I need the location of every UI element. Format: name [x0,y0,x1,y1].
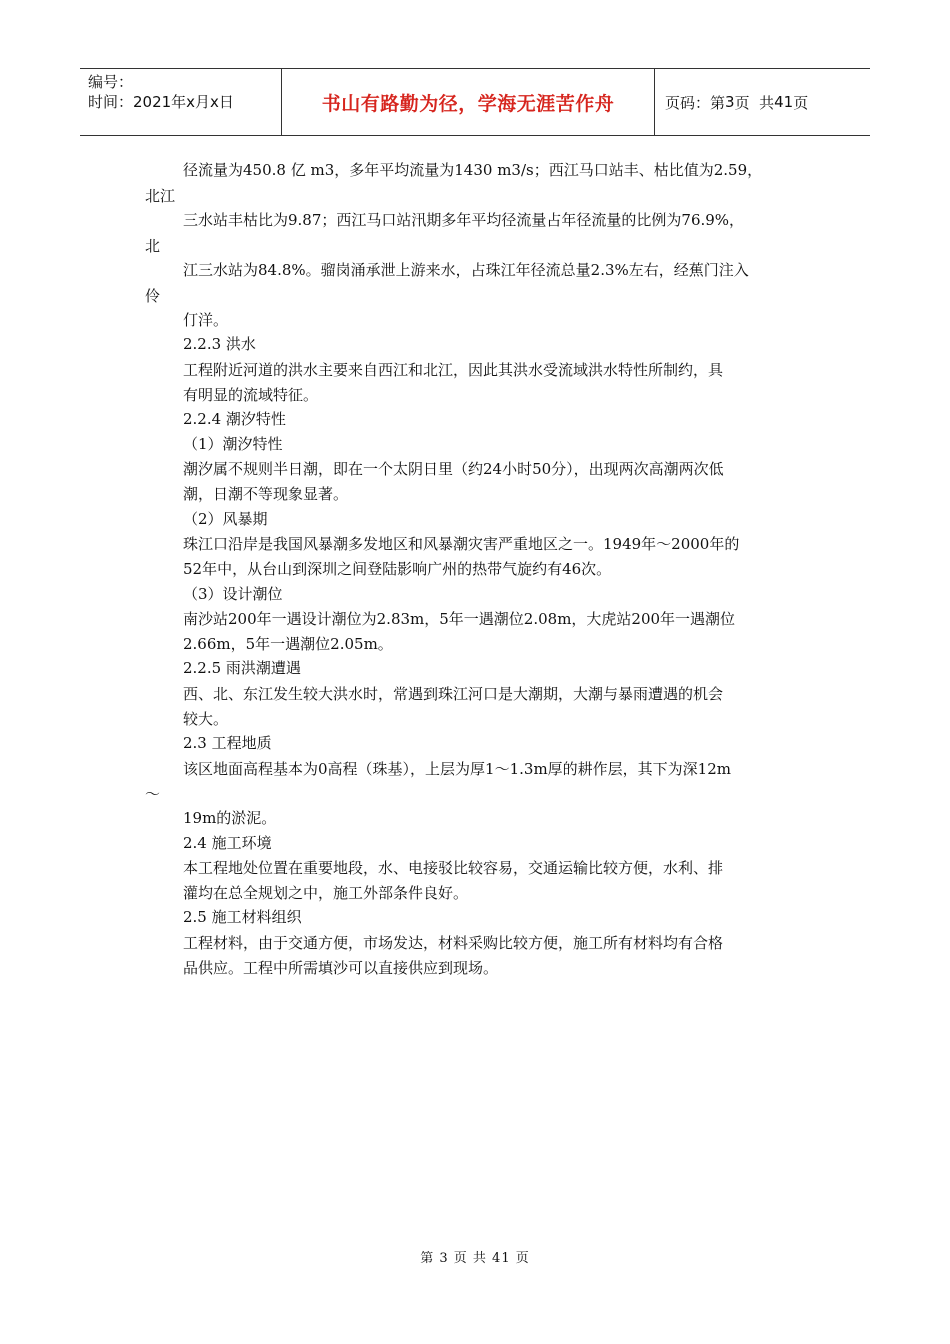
body-line: 北 [145,237,161,255]
header-meta-cell [80,69,282,135]
body-line: 灌均在总全规划之中，施工外部条件良好。 [183,884,469,902]
subsection-heading: （2）风暴期 [183,510,268,528]
body-line: 该区地面高程基本为0高程（珠基），上层为厚1～1.3m厚的耕作层，其下为深12m [183,760,731,778]
page-total: 41 [774,93,794,111]
body-line: 有明显的流域特征。 [183,386,319,404]
body-line: 珠江口沿岸是我国风暴潮多发地区和风暴潮灾害严重地区之一。1949年～2000年的 [183,535,740,553]
body-line: 2.66m，5年一遇潮位2.05m。 [183,635,393,653]
body-line: 潮汐属不规则半日潮，即在一个太阴日里（约24小时50分），出现两次高潮两次低 [183,460,724,478]
section-heading: 2.4 施工环境 [183,834,272,852]
body-line: 较大。 [183,710,229,728]
section-heading: 2.3 工程地质 [183,734,272,752]
body-line: 52年中，从台山到深圳之间登陆影响广州的热带气旋约有46次。 [183,560,612,578]
header-page-info [655,69,870,135]
subsection-heading: （1）潮汐特性 [183,435,283,453]
body-line: 南沙站200年一遇设计潮位为2.83m，5年一遇潮位2.08m，大虎站200年一遇潮位 [183,610,736,628]
page-header [80,68,870,136]
body-line: 工程材料，由于交通方便，市场发达，材料采购比较方便，施工所有材料均有合格 [183,934,724,952]
header-motto: 书山有路勤为径，学海无涯苦作舟 [282,69,655,135]
section-heading: 2.2.5 雨洪潮遭遇 [183,659,301,677]
page-mid: 页 共 [734,93,775,112]
section-heading: 2.2.4 潮汐特性 [183,410,286,428]
subsection-heading: （3）设计潮位 [183,585,283,603]
body-line: 仃洋。 [183,311,229,329]
body-line: 三水站丰枯比为9.87；西江马口站汛期多年平均径流量占年径流量的比例为76.9%， [183,211,745,229]
body-line: 本工程地处位置在重要地段，水、电接驳比较容易，交通运输比较方便，水利、排 [183,859,724,877]
page-footer: 第 3 页 共 41 页 [420,1251,530,1266]
body-line: 北江 [145,187,176,205]
body-line: ～ [145,785,161,803]
page-current: 3 [725,93,735,111]
body-line: 19m的淤泥。 [183,809,277,827]
body-line: 工程附近河道的洪水主要来自西江和北江，因此其洪水受流域洪水特性所制约，具 [183,361,724,379]
section-heading: 2.5 施工材料组织 [183,908,302,926]
page-suffix: 页 [793,93,809,112]
body-line: 江三水站为84.8%。骝岗涌承泄上游来水，占珠江年径流总量2.3%左右，经蕉门注入 [183,261,749,279]
body-line: 品供应。工程中所需填沙可以直接供应到现场。 [183,959,499,977]
page-prefix: 页码：第 [665,93,726,112]
body-line: 径流量为450.8 亿 m3，多年平均流量为1430 m3/s；西江马口站丰、枯比值为2.59， [183,161,763,179]
document-number-label: 编号： [88,73,134,91]
body-line: 伶 [145,287,161,305]
section-heading: 2.2.3 洪水 [183,335,256,353]
body-line: 潮，日潮不等现象显著。 [183,485,349,503]
body-line: 西、北、东江发生较大洪水时，常遇到珠江河口是大潮期，大潮与暴雨遭遇的机会 [183,685,724,703]
document-date: 时间：2021年x月x日 [88,93,234,111]
